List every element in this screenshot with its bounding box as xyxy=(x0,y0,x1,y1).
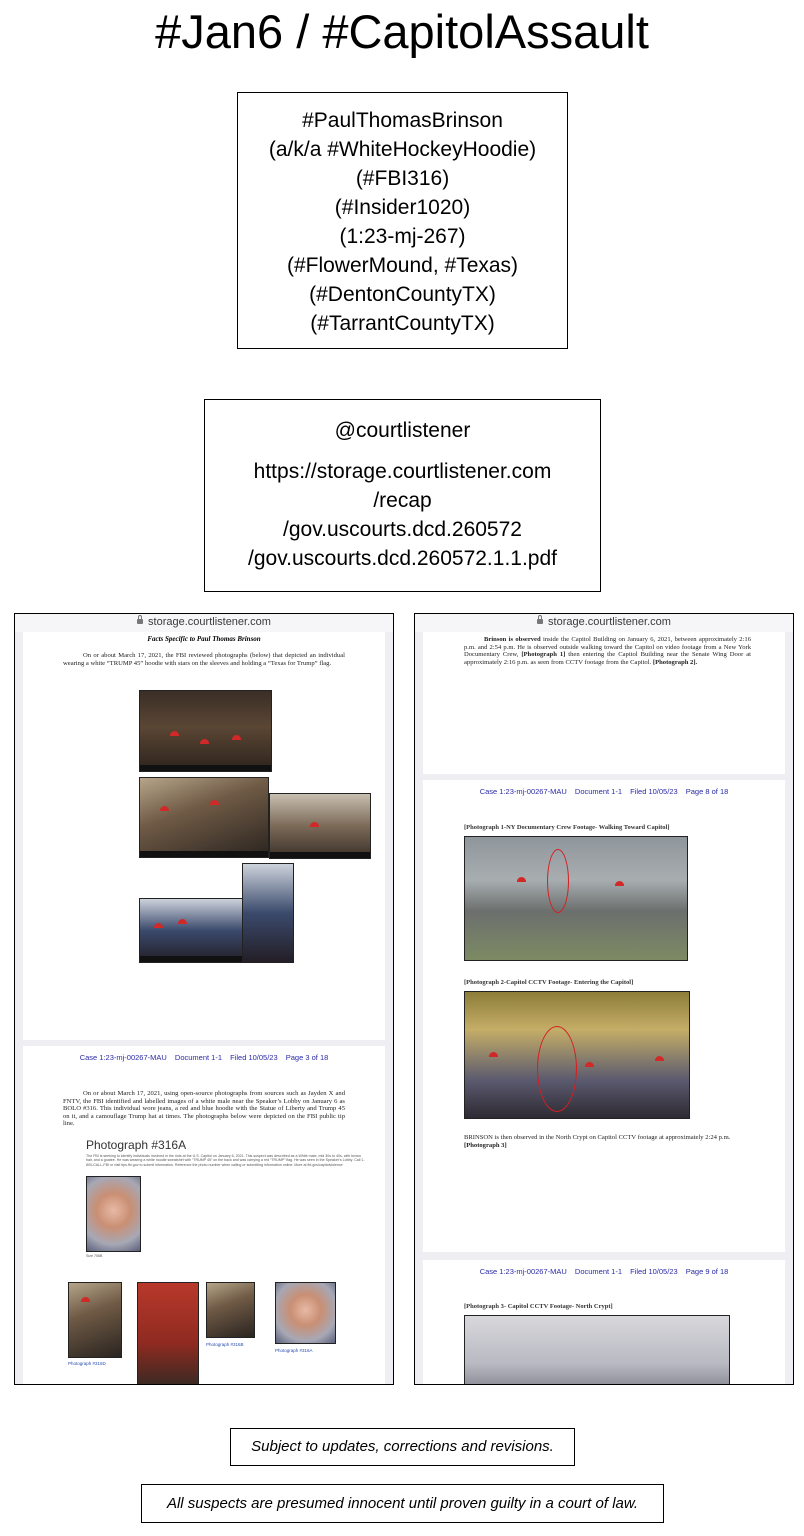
highlight-circle xyxy=(537,1026,577,1112)
photo-hallway-crowd xyxy=(139,690,272,772)
suspect-name-lead: Brinson is observed xyxy=(484,636,541,643)
photo-title: [Photograph 3- Capitol CCTV Footage- North Crypt] xyxy=(464,1303,613,1310)
photo-caption: Photograph #316D xyxy=(68,1361,106,1366)
photo-316a xyxy=(275,1282,336,1344)
photo-reference: [Photograph 3] xyxy=(464,1141,507,1149)
filed-date: Filed 10/05/23 xyxy=(630,787,678,796)
suspect-location: (#FlowerMound, #Texas) xyxy=(286,254,519,277)
source-box xyxy=(204,399,601,592)
photo-reference: [Photograph 2]. xyxy=(652,658,698,666)
case-number: Case 1:23-mj-00267-MAU xyxy=(479,787,567,796)
suspect-county-denton: (#DentonCountyTX) xyxy=(309,283,496,306)
photo-title: [Photograph 2-Capitol CCTV Footage- Entering the Capitol] xyxy=(464,979,634,986)
source-url-line[interactable]: /gov.uscourts.dcd.260572.1.1.pdf xyxy=(248,547,557,570)
photo-reference: [Photograph 1] xyxy=(521,651,566,659)
page-header xyxy=(23,1053,385,1062)
page-header xyxy=(423,1267,785,1276)
paragraph-text: BRINSON is then observed in the North Crypt on Capitol CCTV footage at approximately 2:24 p.m. xyxy=(464,1134,731,1141)
body-paragraph xyxy=(464,1134,751,1149)
suspect-case-number: (1:23-mj-267) xyxy=(339,225,466,248)
bolo-title: Photograph #316A xyxy=(86,1138,187,1152)
photo-316b xyxy=(206,1282,255,1338)
suspect-info-box xyxy=(237,92,568,349)
photo-caption: Photograph #316B xyxy=(206,1342,244,1347)
page-header xyxy=(423,787,785,796)
document-page xyxy=(23,632,385,1040)
lock-icon xyxy=(537,619,543,624)
filed-date: Filed 10/05/23 xyxy=(230,1053,278,1062)
paragraph-text: inside the Capitol Building on January 6, 2021, between approximately 2:16 p.m. and 2:54 p.m. He is observed outside walking toward the Capitol on video footage from a New York Documentary Crew, xyxy=(464,636,752,659)
presumption-disclaimer: All suspects are presumed innocent until proven guilty in a court of law. xyxy=(141,1484,664,1523)
source-handle[interactable]: @courtlistener xyxy=(334,419,471,442)
suspect-alias: (a/k/a #WhiteHockeyHoodie) xyxy=(268,138,537,161)
section-heading: Facts Specific to Paul Thomas Brinson xyxy=(147,635,261,643)
photo-title: [Photograph 1-NY Documentary Crew Footage- Walking Toward Capitol] xyxy=(464,824,670,831)
suspect-county-tarrant: (#TarrantCountyTX) xyxy=(310,312,495,335)
address-bar[interactable] xyxy=(415,614,793,632)
source-url-line[interactable]: https://storage.courtlistener.com xyxy=(253,460,552,483)
document-page xyxy=(423,780,785,1252)
updates-disclaimer: Subject to updates, corrections and revisions. xyxy=(230,1428,575,1466)
photo-caption: Photograph #316A xyxy=(275,1348,313,1353)
photo-walking-toward-capitol xyxy=(464,836,688,961)
size-note: Size 756B xyxy=(86,1254,103,1258)
photo-flag xyxy=(137,1282,199,1385)
suspect-name: #PaulThomasBrinson xyxy=(302,109,503,132)
photo-white-hoodie xyxy=(139,777,269,858)
source-url-line[interactable]: /gov.uscourts.dcd.260572 xyxy=(283,518,522,541)
left-document-screenshot xyxy=(14,613,394,1385)
body-paragraph: On or about March 17, 2021, the FBI reviewed photographs (below) that depicted an individual wearing a white “TRUMP 45” hoodie with stars on the sleeves and holding a “Texas for Trump” flag. xyxy=(63,652,345,667)
address-bar[interactable] xyxy=(15,614,393,632)
photo-flag-crowd xyxy=(242,863,294,963)
document-number: Document 1-1 xyxy=(574,787,623,796)
paragraph-text: then entering the Capitol Building near the Senate Wing Door at approximately 2:16 p.m. as seen from CCTV footage from the Capitol. xyxy=(464,651,751,666)
photo-suspect-face xyxy=(86,1176,141,1252)
document-page xyxy=(423,1260,785,1385)
document-number: Document 1-1 xyxy=(574,1267,623,1276)
bolo-description: The FBI is seeking to identify individuals involved in the riots at the U.S. Capitol on January 6, 2021. This suspect was described as a White male, mid 30s to 40s, with brown hair, and a goatee. He was wearing a white hoodie sweatshirt with “TRUMP 45” on the back and was carrying a red “TRUMP” flag. He was seen in the Speaker’s Lobby. Call 1-800-CALL-FBI or visit tips.fbi.gov to submit information. Reference the photo number when calling or submitting information online. More at fbi.gov/capitolviolence xyxy=(86,1154,365,1167)
filed-date: Filed 10/05/23 xyxy=(630,1267,678,1276)
document-page xyxy=(423,632,785,774)
body-paragraph: On or about March 17, 2021, using open-source photographs from sources such as Jayden X and FNTV, the FBI identified and labelled images of a white male near the Speaker’s Lobby on January 6 as BOLO #316. This individual wore jeans, a red and blue hoodie with the Statue of Liberty and Trump 45 on it, and a camouflage Trump hat at times. The photographs below were depicted on the FBI public tip line. xyxy=(63,1090,345,1128)
photo-hallway-2 xyxy=(269,793,371,859)
source-url-line[interactable]: /recap xyxy=(373,489,432,512)
case-number: Case 1:23-mj-00267-MAU xyxy=(479,1267,567,1276)
photo-316d xyxy=(68,1282,122,1358)
document-page xyxy=(23,1046,385,1385)
photo-entering-capitol xyxy=(464,991,690,1119)
highlight-circle xyxy=(547,849,569,913)
suspect-insider-tag: (#Insider1020) xyxy=(334,196,471,219)
document-number: Document 1-1 xyxy=(174,1053,223,1062)
address-bar-text: storage.courtlistener.com xyxy=(148,616,271,628)
body-paragraph xyxy=(464,636,751,666)
page-number: Page 8 of 18 xyxy=(685,787,729,796)
address-bar-text: storage.courtlistener.com xyxy=(548,616,671,628)
photo-north-crypt xyxy=(464,1315,730,1385)
case-number: Case 1:23-mj-00267-MAU xyxy=(79,1053,167,1062)
page-number: Page 3 of 18 xyxy=(285,1053,329,1062)
page-number: Page 9 of 18 xyxy=(685,1267,729,1276)
lock-icon xyxy=(137,619,143,624)
page-title: #Jan6 / #CapitolAssault xyxy=(155,5,649,58)
suspect-fbi-tag: (#FBI316) xyxy=(355,167,450,190)
photo-crowd-red-hats xyxy=(139,898,243,963)
right-document-screenshot xyxy=(414,613,794,1385)
